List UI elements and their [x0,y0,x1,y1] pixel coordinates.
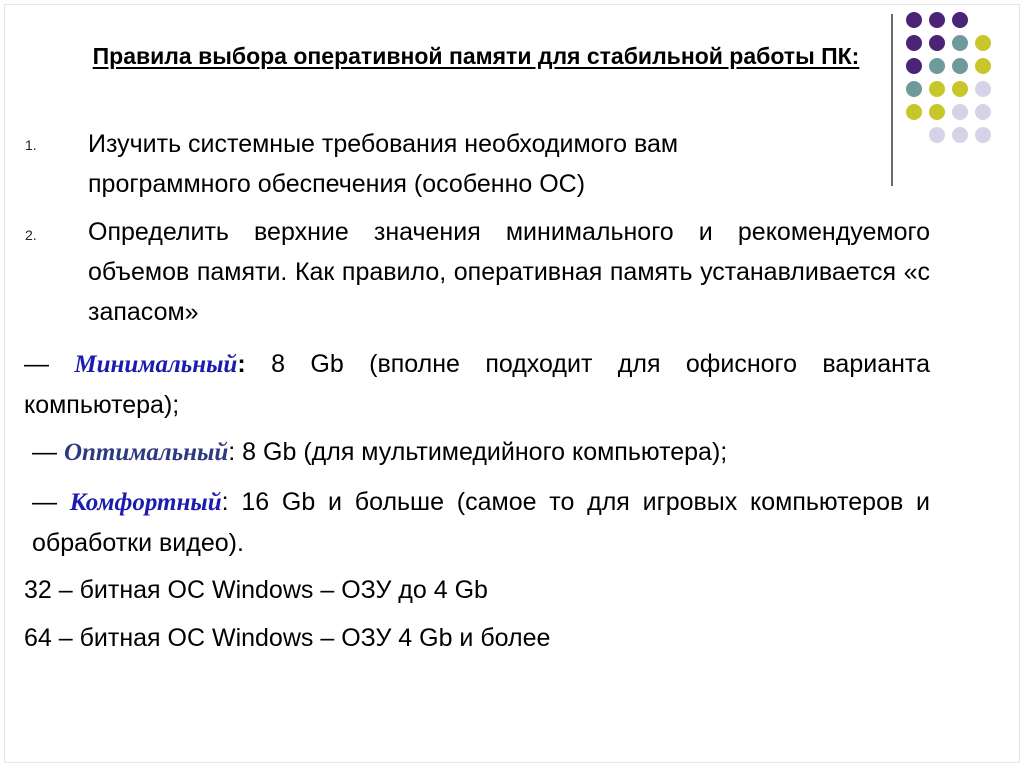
option-text: 8 Gb (вполне подходит для офисного варианта компьютера); [24,350,930,419]
decorative-vertical-line [891,14,893,186]
option-term: Оптимальный [63,439,229,466]
option-comfort [32,482,930,563]
option-dash: — [32,438,57,466]
decorative-dot [906,81,922,97]
option-sep: : [228,438,236,466]
decorative-dot [952,81,968,97]
decorative-dot [952,58,968,74]
option-term: Комфортный [69,489,222,516]
decorative-dot [975,35,991,51]
decorative-dot [929,58,945,74]
decorative-dot [975,104,991,120]
list-marker-2: 2. [25,227,37,243]
decorative-dot [929,104,945,120]
decorative-dot [952,127,968,143]
list-item-1: Изучить системные требования необходимого вам программного обеспечения (особенно ОС) [88,130,679,198]
list-item-2: Определить верхние значения минимального и рекомендуемого объемов памяти. Как правило, оперативная память устанавливается «с запасом» [88,218,930,326]
option-dash: — [24,350,49,378]
list-marker-1: 1. [25,137,37,153]
decorative-dot [906,58,922,74]
option-text: 16 Gb и больше (самое то для игровых компьютеров и обработки видео). [32,488,930,557]
decorative-dot [952,35,968,51]
option-term: Минимальный [74,351,238,378]
decorative-dot [952,104,968,120]
option-minimal [24,344,930,425]
decorative-dot [952,12,968,28]
decorative-dot [929,127,945,143]
decorative-dot [929,12,945,28]
decorative-dot [929,35,945,51]
option-sep: : [237,350,246,378]
note-32bit: 32 – битная ОС Windows – ОЗУ до 4 Gb [24,576,488,604]
option-optimal [32,432,930,473]
decorative-dot [929,81,945,97]
decorative-dot [975,58,991,74]
option-dash: — [32,488,57,516]
decorative-dot [906,35,922,51]
decorative-dot [906,12,922,28]
decorative-dot [975,127,991,143]
decorative-dot [906,104,922,120]
decorative-dot [975,81,991,97]
option-sep: : [221,488,229,516]
option-text: 8 Gb (для мультимедийного компьютера); [235,438,728,466]
slide-title: Правила выбора оперативной памяти для стабильной работы ПК: [92,43,860,69]
note-64bit: 64 – битная ОС Windows – ОЗУ 4 Gb и более [24,624,551,652]
